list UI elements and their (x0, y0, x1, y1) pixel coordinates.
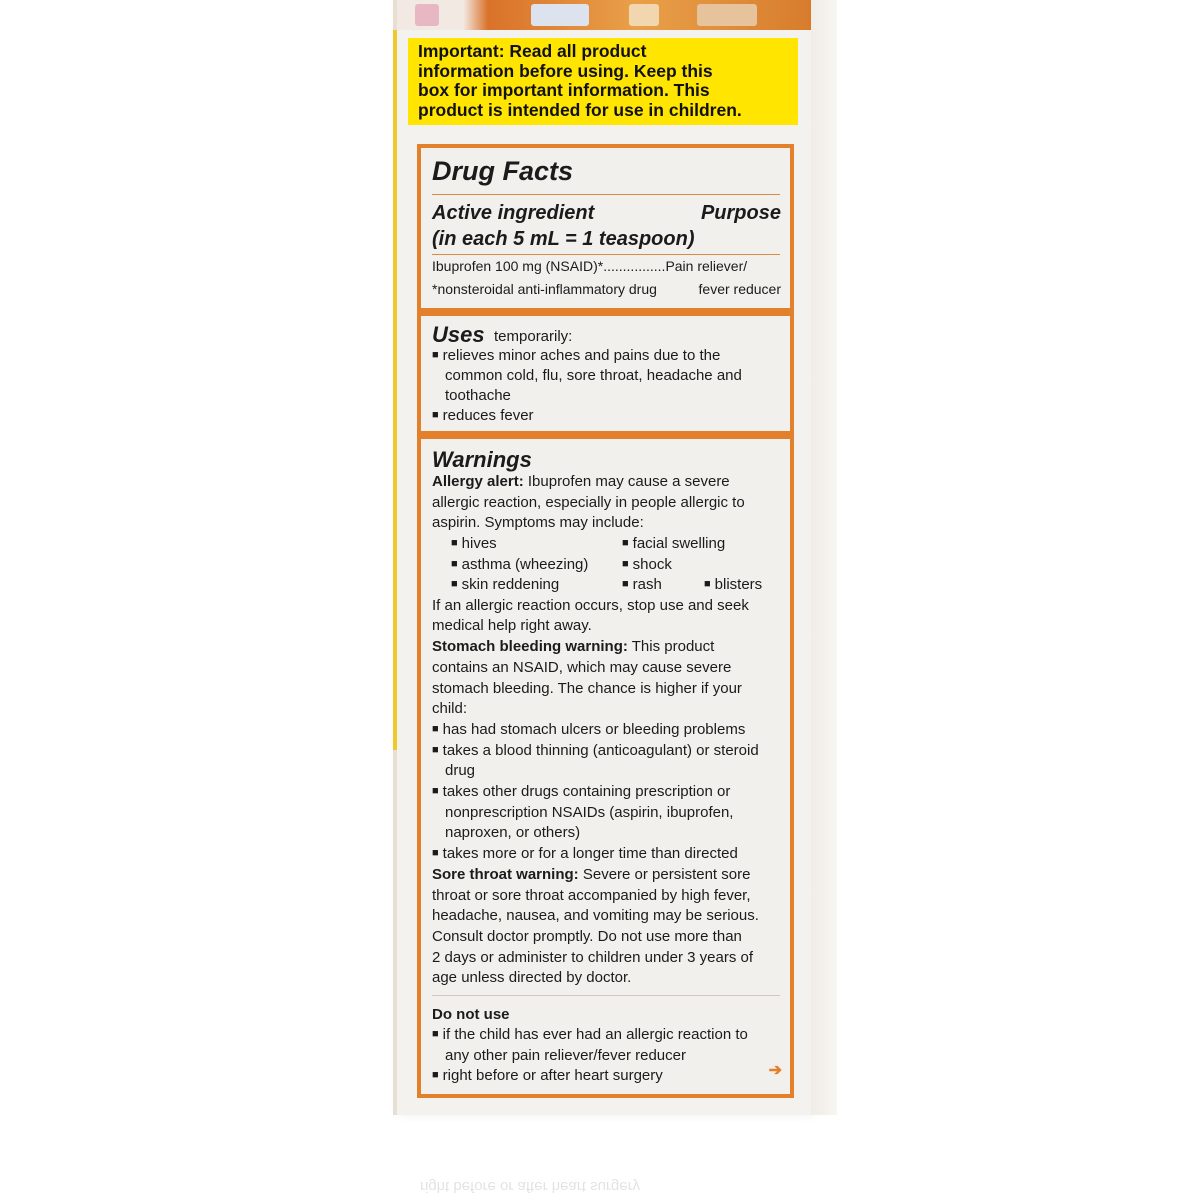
stomach-item-cont: nonprescription NSAIDs (aspirin, ibuprofen, (445, 804, 734, 821)
uses-item-cont: common cold, flu, sore throat, headache and (445, 367, 742, 384)
symptom-item: ■ rash (622, 575, 662, 596)
purpose-header: Purpose (700, 202, 781, 224)
stomach-item-cont: drug (445, 762, 476, 779)
warnings-title: Warnings (432, 447, 532, 472)
warnings-panel (417, 435, 794, 1098)
reflection-text: right before or after heart surgery (420, 1178, 641, 1195)
stomach-text: contains an NSAID, which may cause severe (432, 659, 732, 676)
allergy-after: If an allergic reaction occurs, stop use and seek (432, 597, 749, 614)
allergy-text: aspirin. Symptoms may include: (432, 514, 644, 531)
footnote: *nonsteroidal anti-inflammatory drug (432, 281, 657, 297)
symptom-item: ■ facial swelling (622, 534, 725, 555)
divider (432, 995, 780, 996)
box-right-side (811, 0, 837, 1115)
symptom-item: ■ asthma (wheezing) (451, 555, 588, 576)
drug-facts-panel (417, 144, 794, 312)
ingredient-row (432, 256, 747, 276)
sore-throat-text: 2 days or administer to children under 3 years of (432, 949, 753, 966)
drug-facts-title: Drug Facts (432, 156, 574, 186)
sore-throat-text: Severe or persistent sore (578, 866, 751, 883)
sore-throat-line (432, 865, 750, 885)
allergy-label: Allergy alert: (432, 473, 524, 490)
do-not-use-item-cont: any other pain reliever/fever reducer (445, 1047, 686, 1064)
important-banner (408, 38, 798, 125)
stomach-item-cont: naproxen, or others) (445, 824, 581, 841)
banner-line: Important: Read all product (418, 41, 647, 61)
logo-mark-light-2 (697, 4, 757, 26)
stomach-line (432, 637, 714, 657)
sore-throat-text: Consult doctor promptly. Do not use more than (432, 928, 742, 945)
stomach-text: stomach bleeding. The chance is higher if your (432, 680, 742, 697)
active-ingredient-sub: (in each 5 mL = 1 teaspoon) (432, 228, 695, 250)
purpose-line-1: Pain reliever/ (665, 258, 748, 274)
symptom-item: ■ shock (622, 555, 672, 576)
banner-line: box for important information. This (418, 80, 710, 100)
logo-mark-pink (415, 4, 439, 26)
box-reflection (420, 1135, 790, 1195)
uses-title: Uses (432, 322, 485, 347)
stomach-item: ■ has had stomach ulcers or bleeding problems (432, 720, 745, 741)
stomach-item: ■ takes more or for a longer time than directed (432, 844, 738, 865)
allergy-after: medical help right away. (432, 617, 592, 634)
symptom-item: ■ blisters (704, 575, 762, 596)
allergy-text: Ibuprofen may cause a severe (523, 473, 730, 490)
continue-arrow-icon: ➔ (768, 1062, 782, 1079)
stomach-label: Stomach bleeding warning: (432, 638, 628, 655)
allergy-text: allergic reaction, especially in people allergic to (432, 494, 745, 511)
stomach-item: ■ takes other drugs containing prescription or (432, 782, 730, 803)
banner-line: information before using. Keep this (418, 60, 713, 81)
divider (432, 194, 780, 195)
symptom-item: ■ skin reddening (451, 575, 559, 596)
allergy-line (432, 472, 730, 492)
purpose-line-2: fever reducer (698, 281, 781, 297)
stomach-item: ■ takes a blood thinning (anticoagulant) or steroid (432, 741, 759, 762)
uses-item: ■ relieves minor aches and pains due to the (432, 346, 720, 367)
divider (432, 254, 780, 255)
stomach-text: child: (432, 700, 468, 717)
sore-throat-text: throat or sore throat accompanied by high fever, (432, 887, 751, 904)
sore-throat-label: Sore throat warning: (432, 866, 579, 883)
sore-throat-text: age unless directed by doctor. (432, 969, 632, 986)
leader-dots: ................ (603, 258, 666, 274)
logo-mark-light (629, 4, 659, 26)
box-yellow-edge (393, 30, 397, 750)
ingredient-name: Ibuprofen 100 mg (NSAID)* (432, 258, 604, 274)
do-not-use-item: ■ if the child has ever had an allergic reaction to (432, 1025, 748, 1046)
sore-throat-text: headache, nausea, and vomiting may be serious. (432, 907, 759, 924)
uses-intro: temporarily: (494, 328, 573, 345)
uses-item-cont: toothache (445, 387, 511, 404)
logo-mark-white (531, 4, 589, 26)
symptom-item: ■ hives (451, 534, 497, 555)
active-ingredient-header: Active ingredient (432, 202, 595, 224)
uses-panel (417, 312, 794, 435)
box-top-strip (397, 0, 811, 30)
stomach-text: This product (627, 638, 715, 655)
do-not-use-item: ■ right before or after heart surgery (432, 1066, 663, 1087)
banner-line: product is intended for use in children. (418, 99, 742, 120)
uses-item: ■ reduces fever (432, 406, 534, 427)
do-not-use-label: Do not use (432, 1006, 510, 1023)
